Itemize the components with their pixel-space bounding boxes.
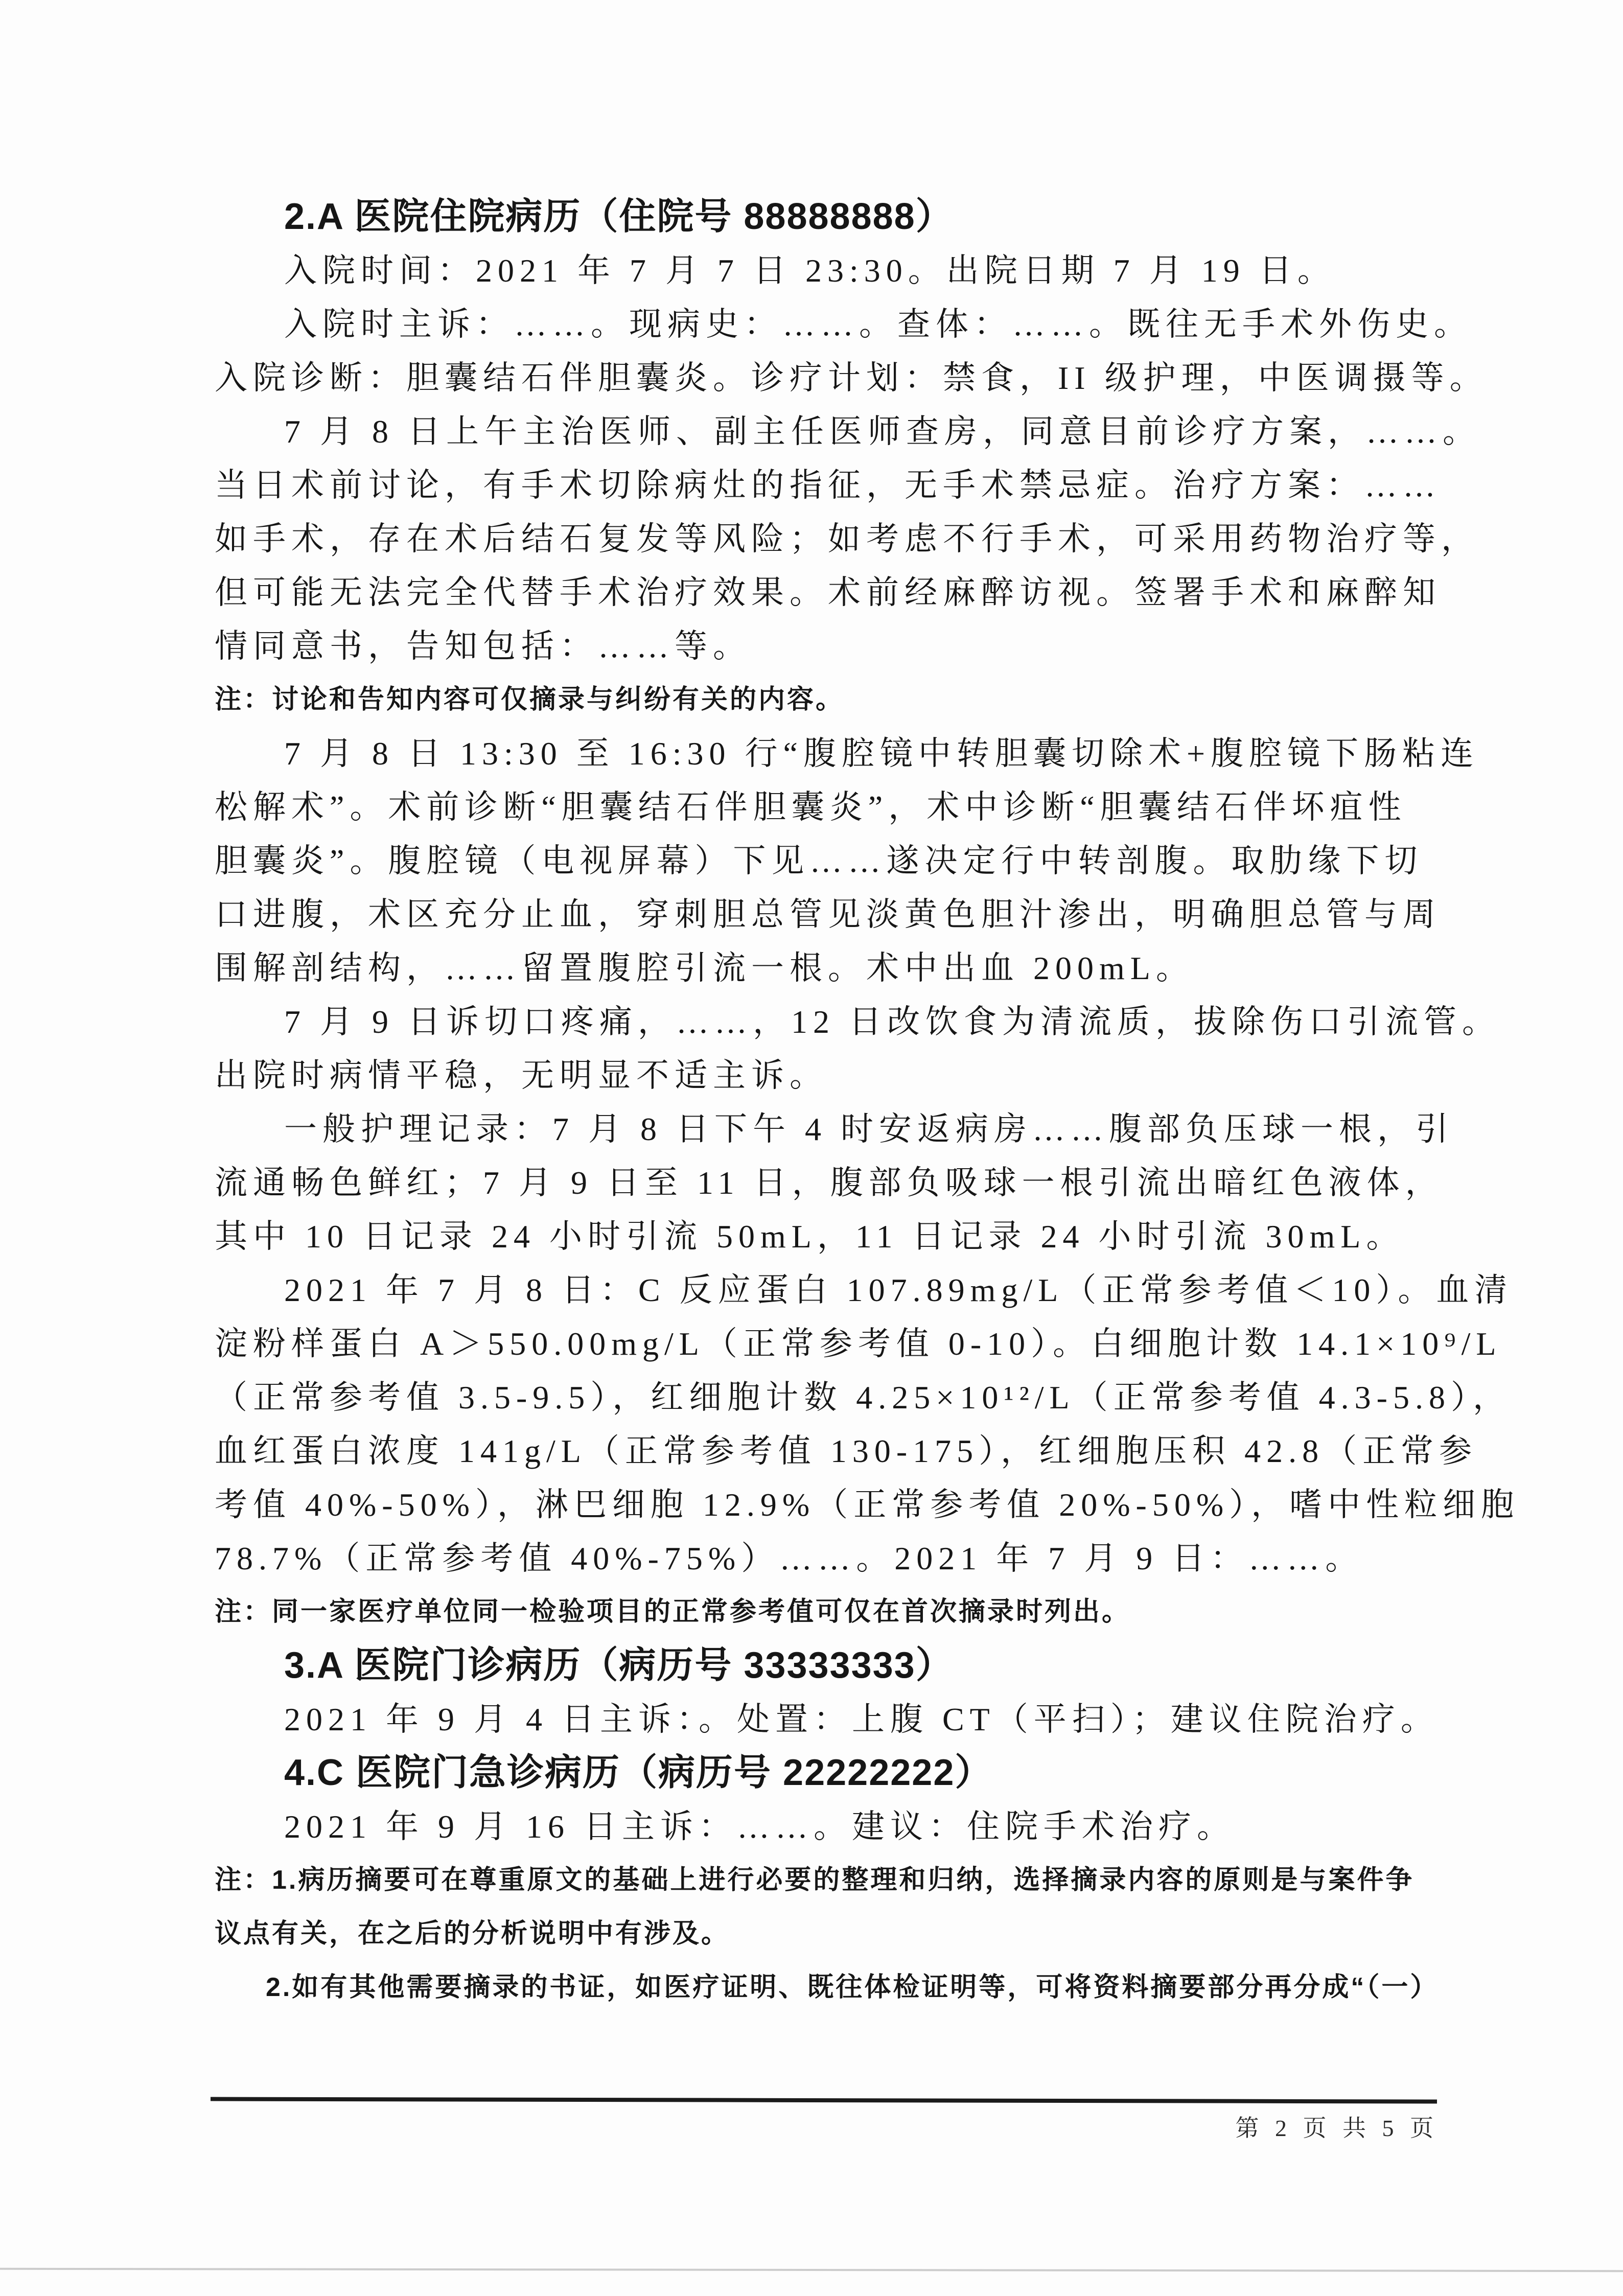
body-line: 如手术，存在术后结石复发等风险；如考虑不行手术，可采用药物治疗等，: [215, 521, 1479, 557]
body-line: 入院诊断：胆囊结石伴胆囊炎。诊疗计划：禁食，II 级护理，中医调摄等。: [215, 360, 1488, 396]
body-line: 情同意书，告知包括：……等。: [215, 628, 751, 664]
body-line: 当日术前讨论，有手术切除病灶的指征，无手术禁忌症。治疗方案：……: [215, 467, 1441, 503]
note-line: 注：1.病历摘要可在尊重原文的基础上进行必要的整理和归纳，选择摘录内容的原则是与案件争: [215, 1865, 1415, 1895]
body-line: 围解剖结构，……留置腹腔引流一根。术中出血 200mL。: [215, 950, 1194, 986]
body-line: 流通畅色鲜红；7 月 9 日至 11 日，腹部负吸球一根引流出暗红色液体，: [215, 1165, 1444, 1201]
section-title-inpatient-record: 2.A 医院住院病历（住院号 88888888）: [284, 196, 954, 237]
body-line: 但可能无法完全代替手术治疗效果。术前经麻醉访视。签署手术和麻醉知: [215, 574, 1441, 611]
note-line: 2.如有其他需要摘录的书证，如医疗证明、既往体检证明等，可将资料摘要部分再分成“（一）: [266, 1973, 1439, 2002]
body-line: 血红蛋白浓度 141g/L（正常参考值 130-175），红细胞压积 42.8（正常参: [215, 1433, 1478, 1469]
body-line: 出院时病情平稳，无明显不适主诉。: [215, 1057, 828, 1094]
body-line: 其中 10 日记录 24 小时引流 50mL，11 日记录 24 小时引流 30mL。: [215, 1218, 1405, 1255]
body-line: 2021 年 7 月 8 日：C 反应蛋白 107.89mg/L（正常参考值＜10）。血清: [284, 1272, 1513, 1308]
scan-artifact-line: [0, 2268, 1623, 2272]
footer-divider-line: [211, 2097, 1437, 2103]
body-line: 入院时主诉：……。现病史：……。查体：……。既往无手术外伤史。: [284, 306, 1472, 342]
body-line: 考值 40%-50%），淋巴细胞 12.9%（正常参考值 20%-50%），嗜中性粒细胞: [215, 1487, 1520, 1523]
body-line: （正常参考值 3.5-9.5），红细胞计数 4.25×10¹²/L（正常参考值 4.3-5.8），: [215, 1379, 1511, 1416]
note-line: 议点有关，在之后的分析说明中有涉及。: [215, 1919, 730, 1949]
section-title-outpatient-record: 3.A 医院门诊病历（病历号 33333333）: [284, 1645, 954, 1686]
body-line: 胆囊炎”。腹腔镜（电视屏幕）下见……遂决定行中转剖腹。取肋缘下切: [215, 843, 1423, 879]
body-line: 7 月 8 日 13:30 至 16:30 行“腹腔镜中转胆囊切除术+腹腔镜下肠粘连: [284, 735, 1479, 772]
body-line: 口进腹，术区充分止血，穿刺胆总管见淡黄色胆汁渗出，明确胆总管与周: [215, 896, 1441, 933]
body-line: 78.7%（正常参考值 40%-75%）……。2021 年 7 月 9 日：……。: [215, 1540, 1364, 1576]
note-line: 注：同一家医疗单位同一检验项目的正常参考值可仅在首次摘录时列出。: [215, 1597, 1131, 1627]
body-line: 一般护理记录：7 月 8 日下午 4 时安返病房……腹部负压球一根，引: [284, 1111, 1454, 1147]
section-title-emergency-record: 4.C 医院门急诊病历（病历号 22222222）: [284, 1752, 993, 1793]
body-line: 淀粉样蛋白 A＞550.00mg/L（正常参考值 0-10）。白细胞计数 14.1×10⁹/L: [215, 1326, 1502, 1362]
page-body: [0, 190, 1623, 2014]
body-line: 2021 年 9 月 16 日主诉：……。建议：住院手术治疗。: [284, 1808, 1235, 1845]
body-line: 7 月 9 日诉切口疼痛，……，12 日改饮食为清流质，拔除伤口引流管。: [284, 1004, 1500, 1040]
body-line: 入院时间：2021 年 7 月 7 日 23:30。出院日期 7 月 19 日。: [284, 252, 1336, 289]
page-number-label: 第 2 页 共 5 页: [1235, 2115, 1439, 2141]
body-line: 松解术”。术前诊断“胆囊结石伴胆囊炎”，术中诊断“胆囊结石伴坏疽性: [215, 789, 1407, 825]
body-line: 7 月 8 日上午主治医师、副主任医师查房，同意目前诊疗方案，……。: [284, 413, 1481, 450]
body-line: 2021 年 9 月 4 日主诉：。处置：上腹 CT（平扫）；建议住院治疗。: [284, 1701, 1439, 1737]
note-line: 注：讨论和告知内容可仅摘录与纠纷有关的内容。: [215, 685, 845, 714]
